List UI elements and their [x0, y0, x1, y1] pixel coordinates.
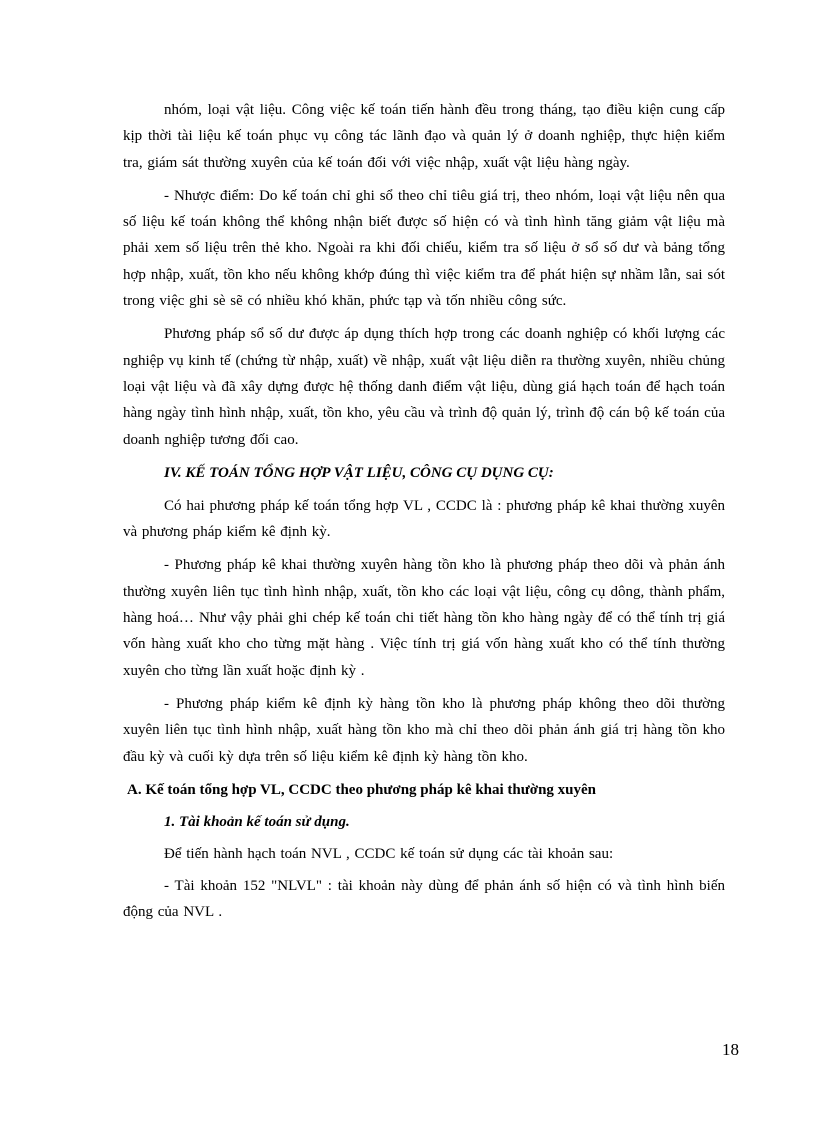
paragraph-periodic-method: - Phương pháp kiểm kê định kỳ hàng tồn kho là phương pháp không theo dõi thường xuyên liên tục tình hình nhập, xuất hàng tồn kho mà chỉ theo dõi phản ánh giá trị hàng tồn kho đầu kỳ và cuối kỳ dựa trên số liệu kiểm kê định kỳ hàng tồn kho. [123, 695, 725, 765]
subsection-heading-1: 1. Tài khoản kế toán sử dụng. [164, 813, 350, 830]
paragraph-applicability: Phương pháp sổ số dư được áp dụng thích hợp trong các doanh nghiệp có khối lượng các nghiệp vụ kinh tế (chứng từ nhập, xuất) về nhập, xuất vật liệu diễn ra thường xuyên, nhiều chủng loại vật liệu và đã xây dựng được hệ thống danh điểm vật liệu, dùng giá hạch toán để hạch toán hàng ngày tình hình nhập, xuất, tồn kho, yêu cầu và trình độ quản lý, trình độ cán bộ kế toán của doanh nghiệp tương đối cao. [123, 326, 725, 448]
paragraph-advantages-continued: nhóm, loại vật liệu. Công việc kế toán tiến hành đều trong tháng, tạo điều kiện cung cấp kịp thời tài liệu kế toán phục vụ công tác lãnh đạo và quản lý ở doanh nghiệp, thực hiện kiểm tra, giám sát thường xuyên của kế toán đối với việc nhập, xuất vật liệu hàng ngày. [123, 102, 725, 171]
paragraph-disadvantages: - Nhược điểm: Do kế toán chỉ ghi sổ theo chỉ tiêu giá trị, theo nhóm, loại vật liệu nên qua số liệu kế toán không thể không nhận biết được số hiện có và tình hình tăng giảm vật liệu mà phải xem số liệu trên thẻ kho. Ngoài ra khi đối chiếu, kiểm tra số liệu ở sổ số dư và bảng tổng hợp nhập, xuất, tồn kho nếu không khớp đúng thì việc kiểm tra để phát hiện sự nhầm lẫn, sai sót trong việc ghi sè sẽ có nhiều khó khăn, phức tạp và tốn nhiều công sức. [123, 187, 725, 310]
page-number: 18 [722, 1040, 739, 1059]
section-heading-a: A. Kế toán tổng hợp VL, CCDC theo phương pháp kê khai thường xuyên [127, 781, 597, 798]
paragraph-accounts-intro: Để tiến hành hạch toán NVL , CCDC kế toán sử dụng các tài khoản sau: [164, 845, 614, 862]
paragraph-perpetual-method: - Phương pháp kê khai thường xuyên hàng tồn kho là phương pháp theo dõi và phản ánh thường xuyên liên tục tình hình nhập, xuất, tồn kho các loại vật liệu, công cụ dông, thành phẩm, hàng hoá… Như vậy phải ghi chép kế toán chi tiết hàng tồn kho hàng ngày để có thể tính trị giá vốn hàng xuất kho cho từng mặt hàng . Việc tính trị giá vốn hàng xuất kho có thể tính thường xuyên cho từng lần xuất hoặc định kỳ . [123, 557, 725, 679]
section-heading-iv: IV. KẾ TOÁN TỔNG HỢP VẬT LIỆU, CÔNG CỤ DỤNG CỤ: [164, 464, 554, 481]
document-page [123, 97, 725, 933]
paragraph-account-152: - Tài khoản 152 "NLVL" : tài khoản này dùng để phản ánh số hiện có và tình hình biến động của NVL . [123, 878, 725, 921]
paragraph-two-methods: Có hai phương pháp kế toán tổng hợp VL , CCDC là : phương pháp kê khai thường xuyên và phương pháp kiểm kê định kỳ. [123, 497, 725, 541]
